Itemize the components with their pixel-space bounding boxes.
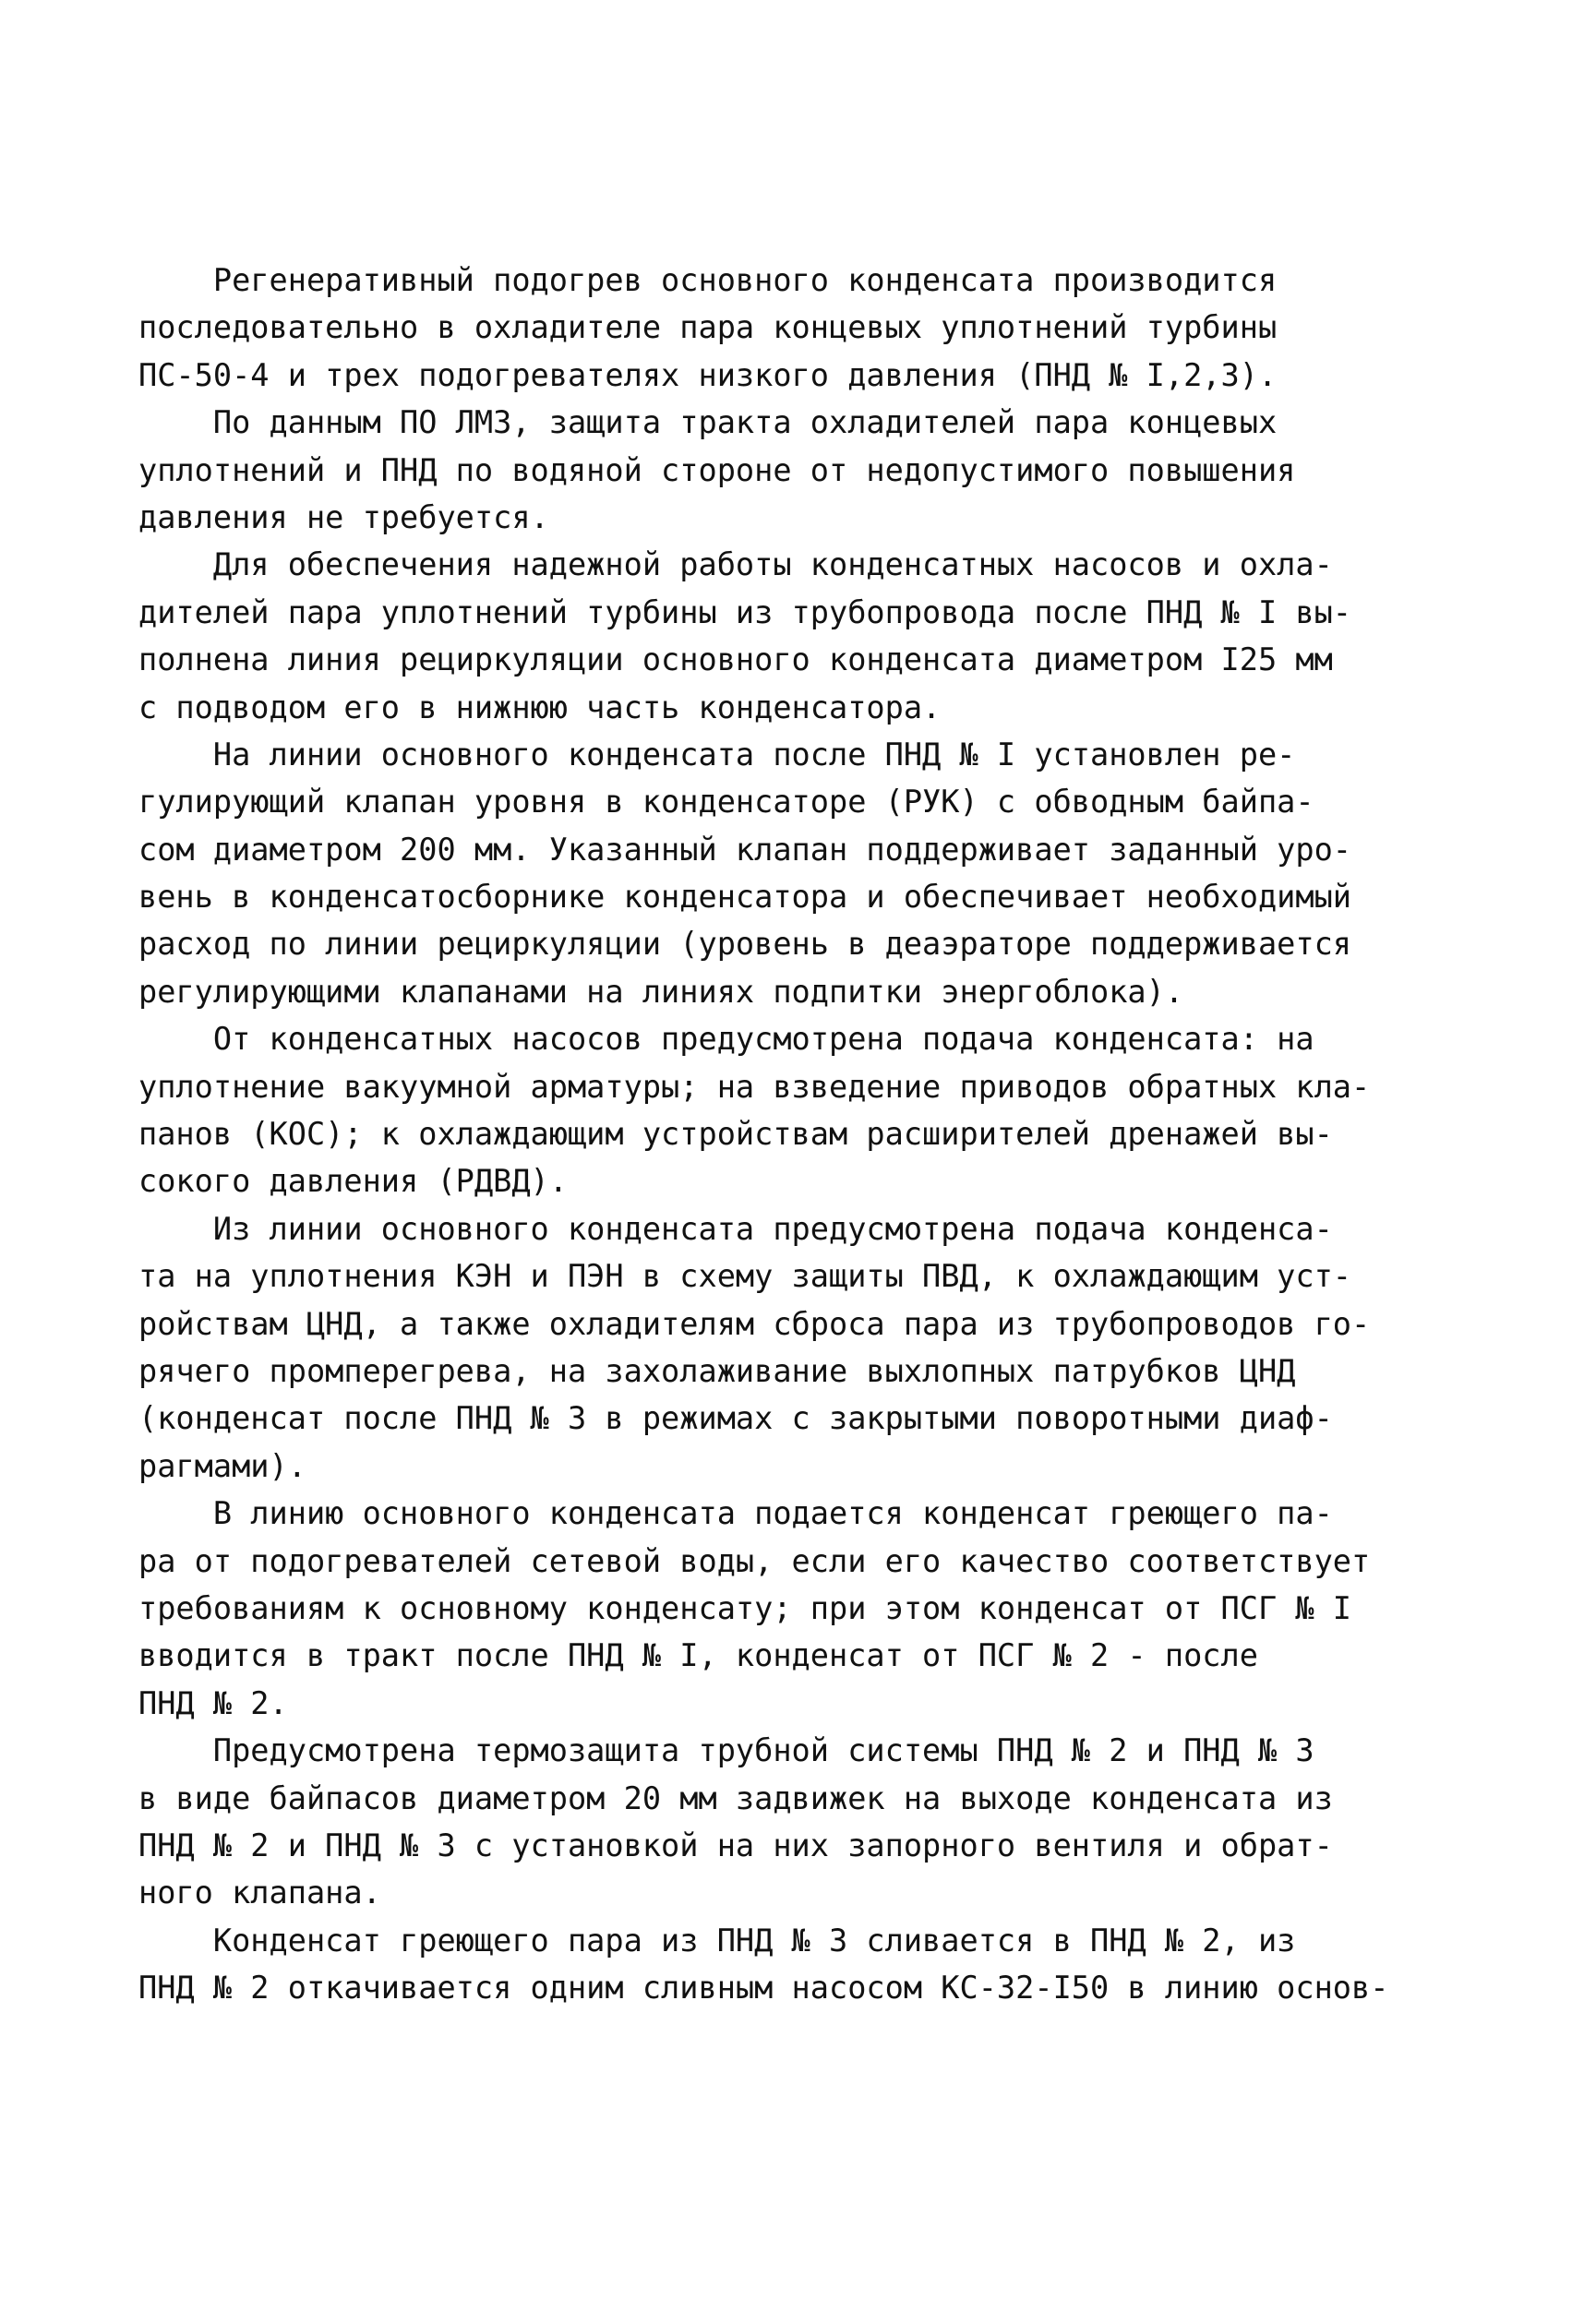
- text-line: требованиям к основному конденсату; при этом конденсат от ПСГ № I: [138, 1589, 1352, 1626]
- text-line: Регенеративный подогрев основного конденсата производится: [138, 262, 1278, 298]
- text-line: По данным ПО ЛМЗ, защита тракта охладителей пара концевых: [138, 404, 1278, 441]
- text-line: От конденсатных насосов предусмотрена подача конденсата: на: [138, 1021, 1314, 1058]
- text-line: Предусмотрена термозащита трубной системы ПНД № 2 и ПНД № 3: [138, 1732, 1314, 1769]
- text-line: сом диаметром 200 мм. Указанный клапан поддерживает заданный уро-: [138, 831, 1352, 868]
- text-line: В линию основного конденсата подается конденсат греющего па-: [138, 1495, 1333, 1532]
- text-line: рагмами).: [138, 1447, 306, 1484]
- text-line: Для обеспечения надежной работы конденсатных насосов и охла-: [138, 546, 1333, 583]
- text-line: панов (КОС); к охлаждающим устройствам расширителей дренажей вы-: [138, 1116, 1333, 1153]
- text-line: расход по линии рециркуляции (уровень в деаэраторе поддерживается: [138, 926, 1352, 963]
- text-line: рячего промперегрева, на захолаживание выхлопных патрубков ЦНД: [138, 1352, 1296, 1389]
- text-line: дителей пара уплотнений турбины из трубопровода после ПНД № I вы-: [138, 593, 1352, 630]
- text-line: последовательно в охладителе пара концевых уплотнений турбины: [138, 309, 1278, 346]
- text-line: та на уплотнения КЭН и ПЭН в схему защиты ПВД, к охлаждающим уст-: [138, 1258, 1352, 1295]
- text-line: ПНД № 2 откачивается одним сливным насосом КС-32-I50 в линию основ-: [138, 1970, 1389, 2007]
- text-line: регулирующими клапанами на линиях подпитки энергоблока).: [138, 973, 1184, 1010]
- text-line: давления не требуется.: [138, 498, 549, 535]
- text-line: гулирующий клапан уровня в конденсаторе (РУК) с обводным байпа-: [138, 784, 1314, 821]
- text-line: ПС-50-4 и трех подогревателях низкого давления (ПНД № I,2,3).: [138, 356, 1278, 393]
- text-line: ПНД № 2 и ПНД № 3 с установкой на них запорного вентиля и обрат-: [138, 1827, 1333, 1863]
- text-line: уплотнение вакуумной арматуры; на взведение приводов обратных кла-: [138, 1068, 1371, 1105]
- text-line: вень в конденсатосборнике конденсатора и обеспечивает необходимый: [138, 879, 1352, 916]
- text-line: с подводом его в нижнюю часть конденсатора.: [138, 689, 942, 725]
- text-line: ройствам ЦНД, а также охладителям сброса пара из трубопроводов го-: [138, 1305, 1371, 1342]
- text-line: вводится в тракт после ПНД № I, конденсат от ПСГ № 2 - после: [138, 1637, 1258, 1674]
- text-line: сокого давления (РДВД).: [138, 1163, 568, 1200]
- text-line: Конденсат греющего пара из ПНД № 3 сливается в ПНД № 2, из: [138, 1922, 1296, 1959]
- text-line: ра от подогревателей сетевой воды, если его качество соответствует: [138, 1542, 1371, 1579]
- body-text: [138, 257, 1449, 2011]
- text-line: На линии основного конденсата после ПНД № I установлен ре-: [138, 736, 1296, 773]
- text-line: Из линии основного конденсата предусмотрена подача конденса-: [138, 1210, 1333, 1247]
- text-line: ного клапана.: [138, 1875, 381, 1911]
- text-line: (конденсат после ПНД № 3 в режимах с закрытыми поворотными диаф-: [138, 1400, 1333, 1437]
- text-line: ПНД № 2.: [138, 1684, 288, 1721]
- text-line: в виде байпасов диаметром 20 мм задвижек на выходе конденсата из: [138, 1779, 1333, 1816]
- text-line: уплотнений и ПНД по водяной стороне от недопустимого повышения: [138, 451, 1296, 488]
- text-line: полнена линия рециркуляции основного конденсата диаметром I25 мм: [138, 641, 1333, 678]
